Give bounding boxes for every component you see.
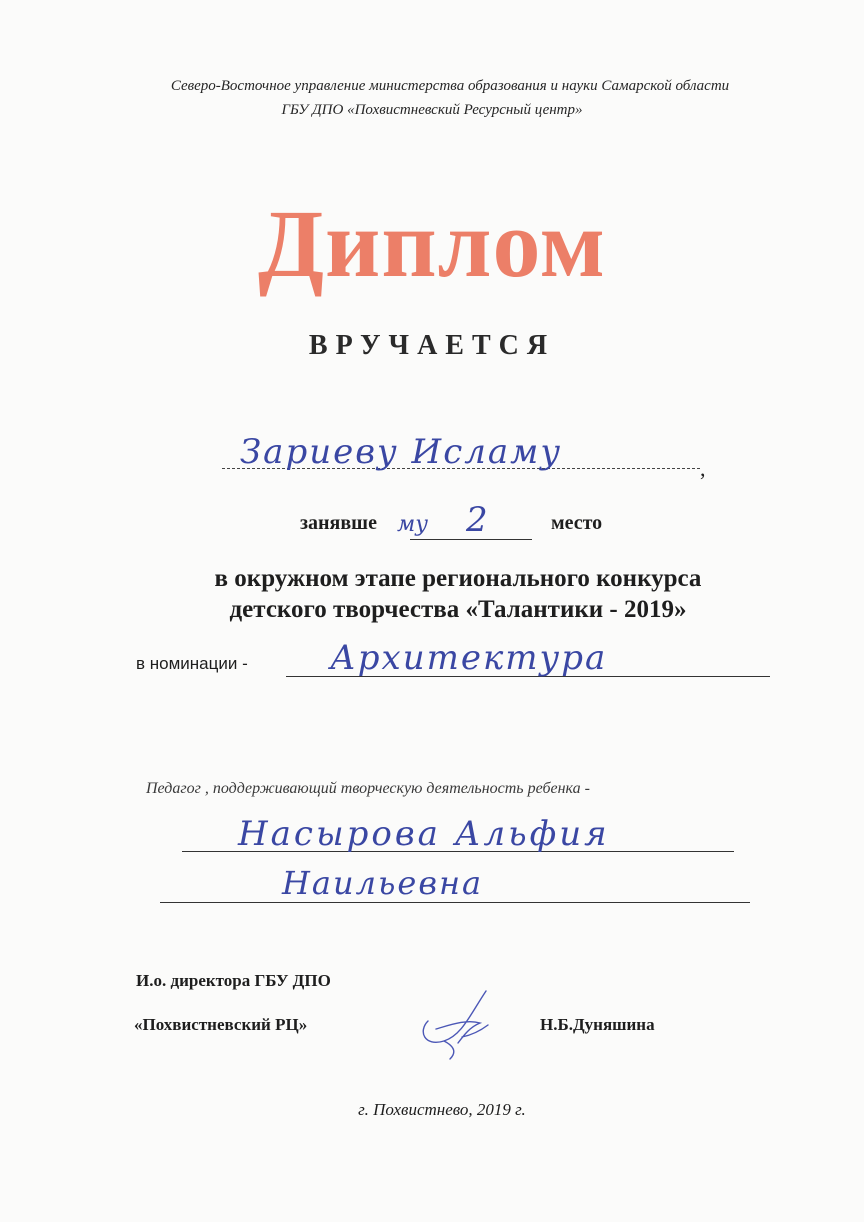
place-suffix: му xyxy=(397,512,429,537)
teacher-underline-2 xyxy=(160,902,750,903)
diploma-title: Диплом xyxy=(257,190,607,297)
place-word: место xyxy=(551,512,603,534)
place-label: занявше xyxy=(300,512,377,534)
director-signature xyxy=(410,985,510,1065)
place-and-date: г. Похвистнево, 2019 г. xyxy=(358,1100,526,1119)
signature-stroke xyxy=(423,991,488,1059)
recipient-name: Зариеву Исламу xyxy=(240,432,563,472)
teacher-label: Педагог , поддерживающий творческую деятельность ребенка - xyxy=(146,780,590,797)
center-name: ГБУ ДПО «Похвистневский Ресурсный центр» xyxy=(281,102,583,118)
organization-name: Северо-Восточное управление министерства образования и науки Самарской области xyxy=(170,78,730,94)
director-name: Н.Б.Дуняшина xyxy=(540,1015,655,1034)
contest-line-2: детского творчества «Талантики - 2019» xyxy=(229,596,687,623)
teacher-name-line-2: Наильевна xyxy=(282,864,484,902)
place-value: 2 xyxy=(466,500,488,540)
director-title-line-1: И.о. директора ГБУ ДПО xyxy=(136,971,331,990)
nomination-value: Архитектура xyxy=(330,638,608,678)
awarded-heading: ВРУЧАЕТСЯ xyxy=(308,330,556,361)
contest-line-1: в окружном этапе регионального конкурса xyxy=(214,565,702,592)
teacher-name-line-1: Насырова Альфия xyxy=(238,814,610,854)
director-title-line-2: «Похвистневский РЦ» xyxy=(134,1015,308,1034)
nomination-label: в номинации - xyxy=(136,654,248,673)
recipient-comma: , xyxy=(700,456,706,481)
